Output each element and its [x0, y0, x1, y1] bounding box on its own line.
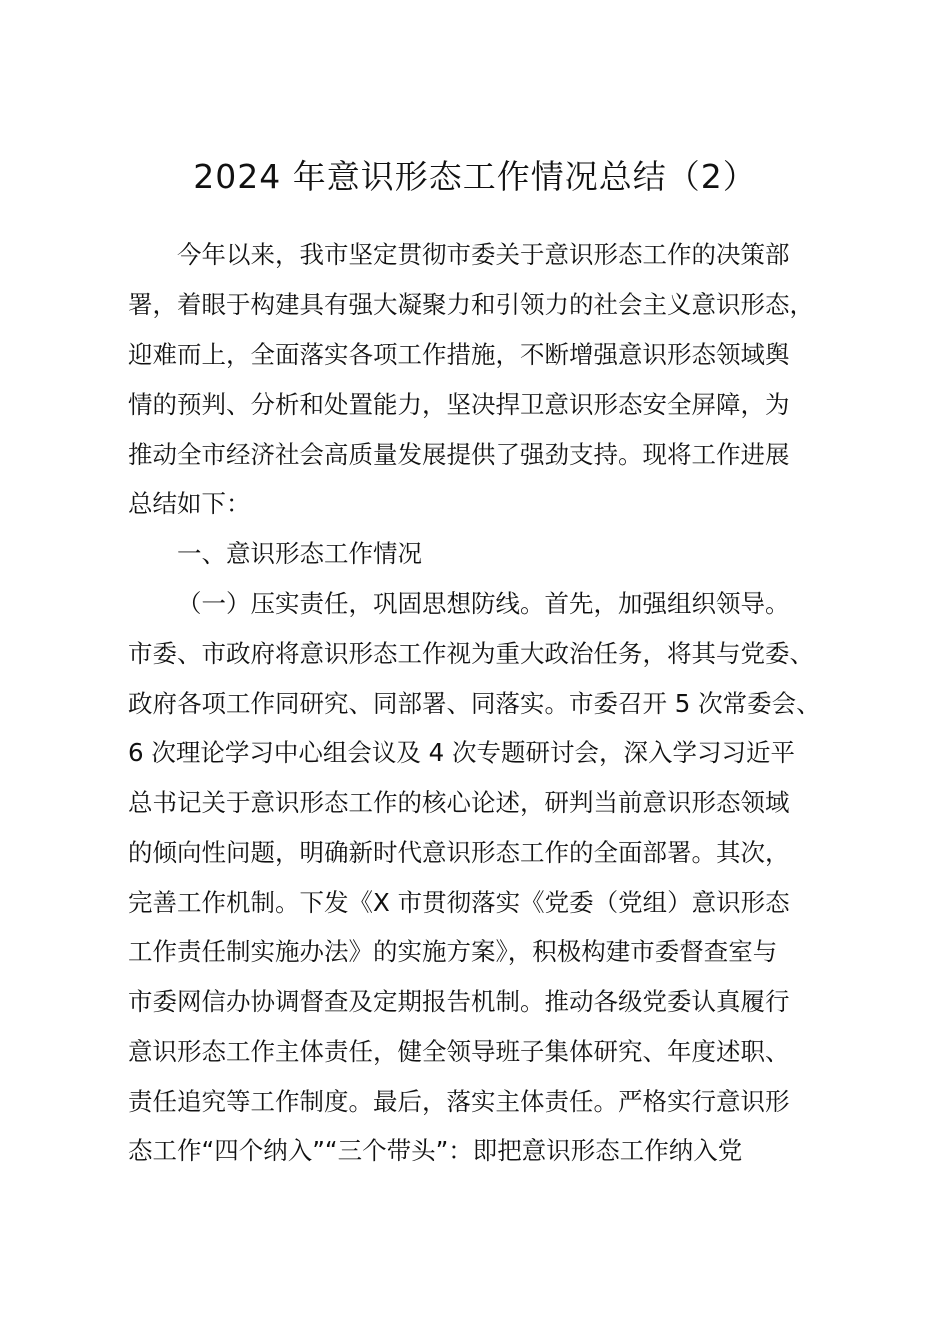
paragraph-line: 迎难而上，全面落实各项工作措施，不断增强意识形态领域舆: [128, 340, 790, 369]
paragraph-line: 今年以来，我市坚定贯彻市委关于意识形态工作的决策部: [177, 240, 790, 269]
paragraph-line: 署，着眼于构建具有强大凝聚力和引领力的社会主义意识形态，: [128, 290, 814, 319]
paragraph-line: 意识形态工作主体责任，健全领导班子集体研究、年度述职、: [128, 1037, 790, 1066]
paragraph-line: 工作责任制实施办法》的实施方案》，积极构建市委督查室与: [128, 937, 778, 966]
paragraph-line: 6 次理论学习中心组会议及 4 次专题研讨会，深入学习习近平: [128, 738, 796, 767]
document-title: 2024 年意识形态工作情况总结（2）: [193, 157, 757, 196]
paragraph-line: 总书记关于意识形态工作的核心论述，研判当前意识形态领域: [128, 788, 790, 817]
paragraph-line: 政府各项工作同研究、同部署、同落实。市委召开 5 次常委会、: [128, 689, 821, 718]
paragraph-line: 总结如下：: [128, 489, 251, 518]
section-heading: 一、意识形态工作情况: [177, 539, 422, 568]
paragraph-line: 市委网信办协调督查及定期报告机制。推动各级党委认真履行: [128, 987, 790, 1016]
paragraph-line: 情的预判、分析和处置能力，坚决捍卫意识形态安全屏障，为: [128, 390, 790, 419]
paragraph-line: 完善工作机制。下发《X 市贯彻落实《党委（党组）意识形态: [128, 888, 790, 917]
paragraph-line: 推动全市经济社会高质量发展提供了强劲支持。现将工作进展: [128, 440, 790, 469]
paragraph-line: 市委、市政府将意识形态工作视为重大政治任务，将其与党委、: [128, 639, 814, 668]
paragraph-line: 的倾向性问题，明确新时代意识形态工作的全面部署。其次，: [128, 838, 790, 867]
paragraph-line: （一）压实责任，巩固思想防线。首先，加强组织领导。: [177, 589, 790, 618]
paragraph-line: 态工作“四个纳入”“三个带头”：即把意识形态工作纳入党: [128, 1136, 743, 1165]
paragraph-line: 责任追究等工作制度。最后，落实主体责任。严格实行意识形: [128, 1087, 790, 1116]
